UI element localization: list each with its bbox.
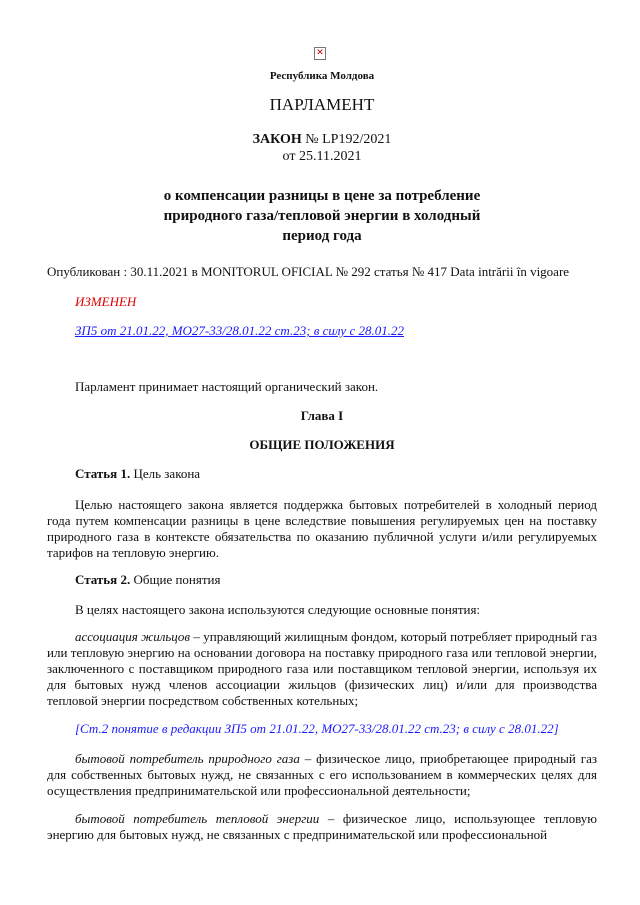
broken-image-icon: ✕ bbox=[314, 47, 326, 60]
article-title: Цель закона bbox=[130, 466, 201, 481]
article-2-heading bbox=[75, 572, 595, 588]
article-label: Статья 1. bbox=[75, 466, 131, 481]
country-name: Республика Молдова bbox=[269, 70, 375, 82]
definition-text: – управляющий жилищным фондом, который потребляет природный газ или тепловую энергию на основании договора на поставку природного газа или тепловой энергии, заключенного с поставщиком природного газа или поставщиком тепловой энергии, используя их для бытовых нужд членов ассоциации жильцов (физических лиц) и/или для производства тепловой энергии посредством собственных котельных; bbox=[47, 629, 597, 708]
title-line: о компенсации разницы в цене за потребление bbox=[163, 188, 481, 204]
definition-text: – физическое лицо, приобретающее природный газ для собственных бытовых нужд, не связанных с его использованием в коммерческих целях для осуществления предпринимательской или профессиональной деятельности; bbox=[47, 751, 597, 798]
article-1-heading bbox=[75, 466, 595, 482]
article-1-text: Целью настоящего закона является поддержка бытовых потребителей в холодный период года путем компенсации разницы в цене вследствие повышения регулируемых цен на поставку природного газа в контексте обязательства по оказанию публичной услуги и/или регулируемых тарифов на тепловую энергию. bbox=[47, 497, 597, 560]
law-date: от 25.11.2021 bbox=[282, 149, 362, 164]
law-title bbox=[47, 186, 597, 246]
law-label: ЗАКОН bbox=[252, 132, 302, 147]
definition-term: бытовой потребитель тепловой энергии bbox=[75, 811, 320, 826]
article-2-intro: В целях настоящего закона используются следующие основные понятия: bbox=[75, 602, 481, 617]
title-line: период года bbox=[282, 228, 362, 244]
law-number: № LP192/2021 bbox=[301, 132, 392, 147]
definition bbox=[47, 629, 597, 709]
chapter-number: Глава I bbox=[300, 408, 344, 423]
law-heading bbox=[47, 132, 597, 148]
article-title: Общие понятия bbox=[130, 572, 221, 587]
article-label: Статья 2. bbox=[75, 572, 131, 587]
preamble: Парламент принимает настоящий органический закон. bbox=[75, 379, 379, 394]
definition-term: бытовой потребитель природного газа bbox=[75, 751, 300, 766]
publication-info: Опубликован : 30.11.2021 в MONITORUL OFICIAL № 292 статья № 417 Data intrării în vigoare bbox=[47, 264, 570, 279]
definition bbox=[47, 811, 597, 843]
definition-term: ассоциация жильцов bbox=[75, 629, 191, 644]
definition-text: – физическое лицо, использующее тепловую энергию для бытовых нужд, не связанных с предпринимательской или профессиональной bbox=[47, 811, 597, 842]
title-line: природного газа/тепловой энергии в холодный bbox=[163, 208, 481, 224]
chapter-title: ОБЩИЕ ПОЛОЖЕНИЯ bbox=[249, 437, 395, 452]
modified-label: ИЗМЕНЕН bbox=[75, 294, 137, 309]
institution-name: ПАРЛАМЕНТ bbox=[269, 95, 375, 114]
modification-link[interactable]: ЗП5 от 21.01.22, МО27-33/28.01.22 ст.23; в силу с 28.01.22 bbox=[75, 323, 404, 338]
definition bbox=[47, 751, 597, 799]
amendment-note: [Ст.2 понятие в редакции ЗП5 от 21.01.22, МО27-33/28.01.22 ст.23; в силу с 28.01.22] bbox=[75, 721, 559, 736]
